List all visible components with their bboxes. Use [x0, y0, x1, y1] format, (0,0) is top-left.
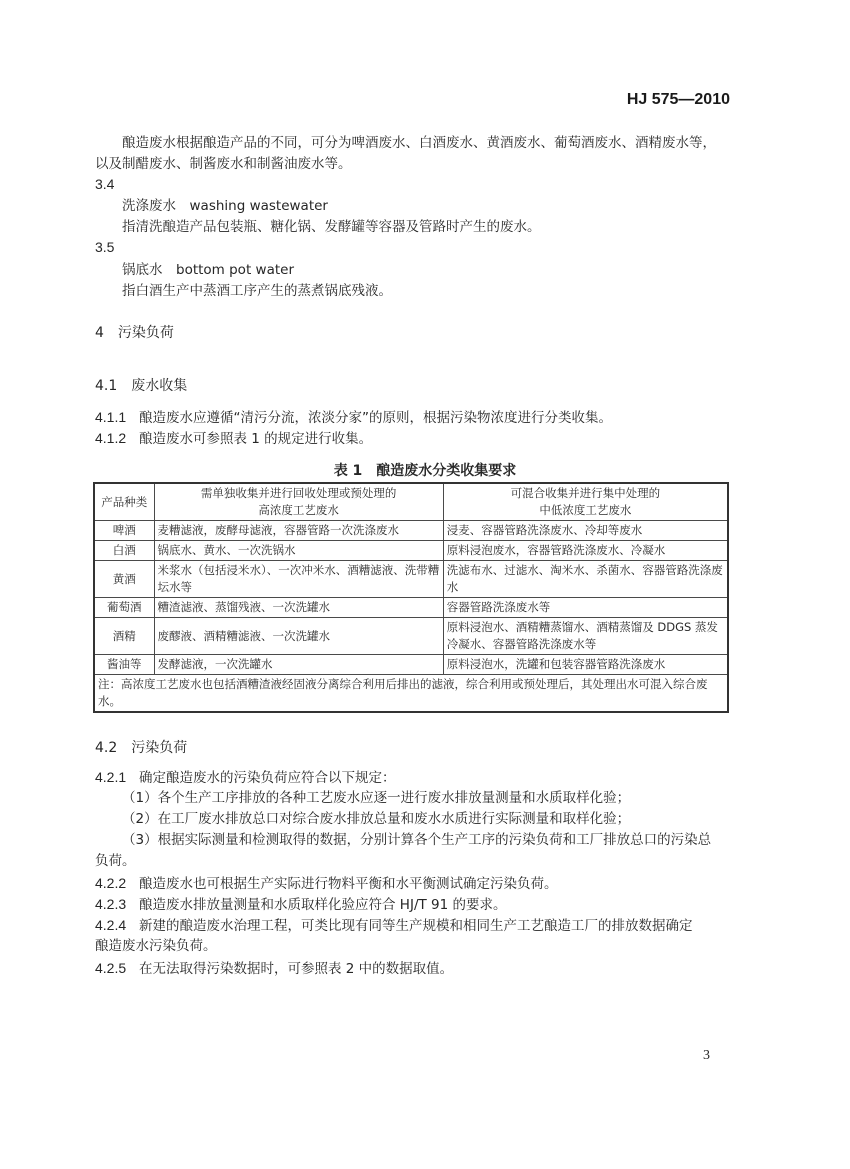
- subsection-heading: 4.1 废水收集: [95, 378, 188, 394]
- clause-item-continued: 酿造废水污染负荷。: [95, 938, 217, 954]
- clause-item-continued: 负荷。: [95, 853, 136, 869]
- table-caption: 表 1 酿造废水分类收集要求: [333, 463, 517, 479]
- low-concentration-cell: 洗滤布水、过滤水、淘米水、杀菌水、容器管路洗涤废水: [443, 561, 728, 598]
- clause-number: 4.2.2: [95, 875, 127, 891]
- clause-number: 4.2.4: [95, 917, 127, 933]
- clause-item: （2）在工厂废水排放总口对综合废水排放总量和废水水质进行实际测量和取样化验；: [122, 811, 631, 827]
- intro-line-2: 以及制醋废水、制酱废水和制酱油废水等。: [95, 156, 352, 172]
- document-code: HJ 575—2010: [626, 91, 730, 108]
- high-concentration-cell: 锅底水、黄水、一次洗锅水: [154, 541, 443, 561]
- product-kind-cell: 白酒: [94, 541, 154, 561]
- product-kind-cell: 酱油等: [94, 655, 154, 675]
- term-title: 洗涤废水 washing wastewater: [122, 198, 328, 214]
- subsection-heading: 4.2 污染负荷: [95, 740, 188, 756]
- clause-text: 酿造废水也可根据生产实际进行物料平衡和水平衡测试确定污染负荷。: [139, 876, 558, 892]
- product-kind-cell: 黄酒: [94, 561, 154, 598]
- clause-number: 4.1.2: [95, 430, 127, 446]
- clause-item: （3）根据实际测量和检测取得的数据，分别计算各个生产工序的污染负荷和工厂排放总口的污染总: [122, 832, 712, 848]
- table-header-row: [94, 483, 728, 521]
- product-kind-cell: 酒精: [94, 618, 154, 655]
- clause-number: 4.2.3: [95, 896, 127, 912]
- clause-number: 4.2.1: [95, 769, 127, 785]
- high-concentration-cell: 米浆水（包括浸米水）、一次冲米水、酒糟滤液、洗带糟坛水等: [154, 561, 443, 598]
- table-row: [94, 655, 728, 675]
- term-number: 3.4: [95, 176, 115, 192]
- clause-text: 酿造废水应遵循“清污分流，浓淡分家”的原则，根据污染物浓度进行分类收集。: [139, 410, 613, 426]
- section-heading: 4 污染负荷: [95, 325, 174, 341]
- high-concentration-cell: 糟渣滤液、蒸馏残液、一次洗罐水: [154, 598, 443, 618]
- low-concentration-cell: 浸麦、容器管路洗涤废水、冷却等废水: [443, 521, 728, 541]
- clause-4-2-4: [95, 915, 693, 936]
- term-definition: 指清洗酿造产品包装瓶、糖化锅、发酵罐等容器及管路时产生的废水。: [122, 219, 541, 235]
- table-row: [94, 561, 728, 598]
- clause-4-2-5: [95, 958, 453, 979]
- table-row: [94, 618, 728, 655]
- intro-line-1: 酿造废水根据酿造产品的不同，可分为啤酒废水、白酒废水、黄酒废水、葡萄酒废水、酒精废水等，: [122, 135, 716, 151]
- clause-number: 4.1.1: [95, 409, 127, 425]
- clause-4-2-2: [95, 873, 558, 894]
- low-concentration-cell: 容器管路洗涤废水等: [443, 598, 728, 618]
- high-concentration-cell: 废醪液、酒精糟滤液、一次洗罐水: [154, 618, 443, 655]
- table-note: 注：高浓度工艺废水也包括酒糟渣液经固液分离综合利用后排出的滤液，综合利用或预处理后，其处理出水可混入综合废水。: [94, 675, 728, 713]
- page-number: 3: [703, 1048, 710, 1063]
- clause-4-1-1: [95, 407, 612, 428]
- product-kind-cell: 葡萄酒: [94, 598, 154, 618]
- low-concentration-cell: 原料浸泡水，洗罐和包装容器管路洗涤废水: [443, 655, 728, 675]
- product-kind-cell: 啤酒: [94, 521, 154, 541]
- clause-4-1-2: [95, 428, 372, 449]
- clause-text: 确定酿造废水的污染负荷应符合以下规定：: [139, 770, 396, 786]
- table-row: [94, 598, 728, 618]
- clause-text: 新建的酿造废水治理工程，可类比现有同等生产规模和相同生产工艺酿造工厂的排放数据确定: [139, 918, 693, 934]
- header-low-concentration: 可混合收集并进行集中处理的 中低浓度工艺废水: [443, 483, 728, 521]
- high-concentration-cell: 发酵滤液，一次洗罐水: [154, 655, 443, 675]
- clause-4-2-1: [95, 767, 396, 788]
- clause-text: 在无法取得污染数据时，可参照表 2 中的数据取值。: [139, 961, 454, 977]
- header-high-concentration: 需单独收集并进行回收处理或预处理的 高浓度工艺废水: [154, 483, 443, 521]
- table-row: [94, 521, 728, 541]
- clause-number: 4.2.5: [95, 960, 127, 976]
- term-number: 3.5: [95, 239, 115, 255]
- term-definition: 指白酒生产中蒸酒工序产生的蒸煮锅底残液。: [122, 283, 392, 299]
- clause-item: （1）各个生产工序排放的各种工艺废水应逐一进行废水排放量测量和水质取样化验；: [122, 790, 631, 806]
- low-concentration-cell: 原料浸泡水、酒精糟蒸馏水、酒精蒸馏及 DDGS 蒸发冷凝水、容器管路洗涤废水等: [443, 618, 728, 655]
- wastewater-collection-table: [93, 482, 729, 713]
- header-product-kind: 产品种类: [94, 483, 154, 521]
- table-note-row: [94, 675, 728, 713]
- clause-4-2-3: [95, 894, 507, 915]
- table-row: [94, 541, 728, 561]
- high-concentration-cell: 麦糟滤液，废酵母滤液，容器管路一次洗涤废水: [154, 521, 443, 541]
- low-concentration-cell: 原料浸泡废水，容器管路洗涤废水、冷凝水: [443, 541, 728, 561]
- term-title: 锅底水 bottom pot water: [122, 262, 294, 278]
- clause-text: 酿造废水排放量测量和水质取样化验应符合 HJ/T 91 的要求。: [139, 897, 507, 913]
- clause-text: 酿造废水可参照表 1 的规定进行收集。: [139, 431, 373, 447]
